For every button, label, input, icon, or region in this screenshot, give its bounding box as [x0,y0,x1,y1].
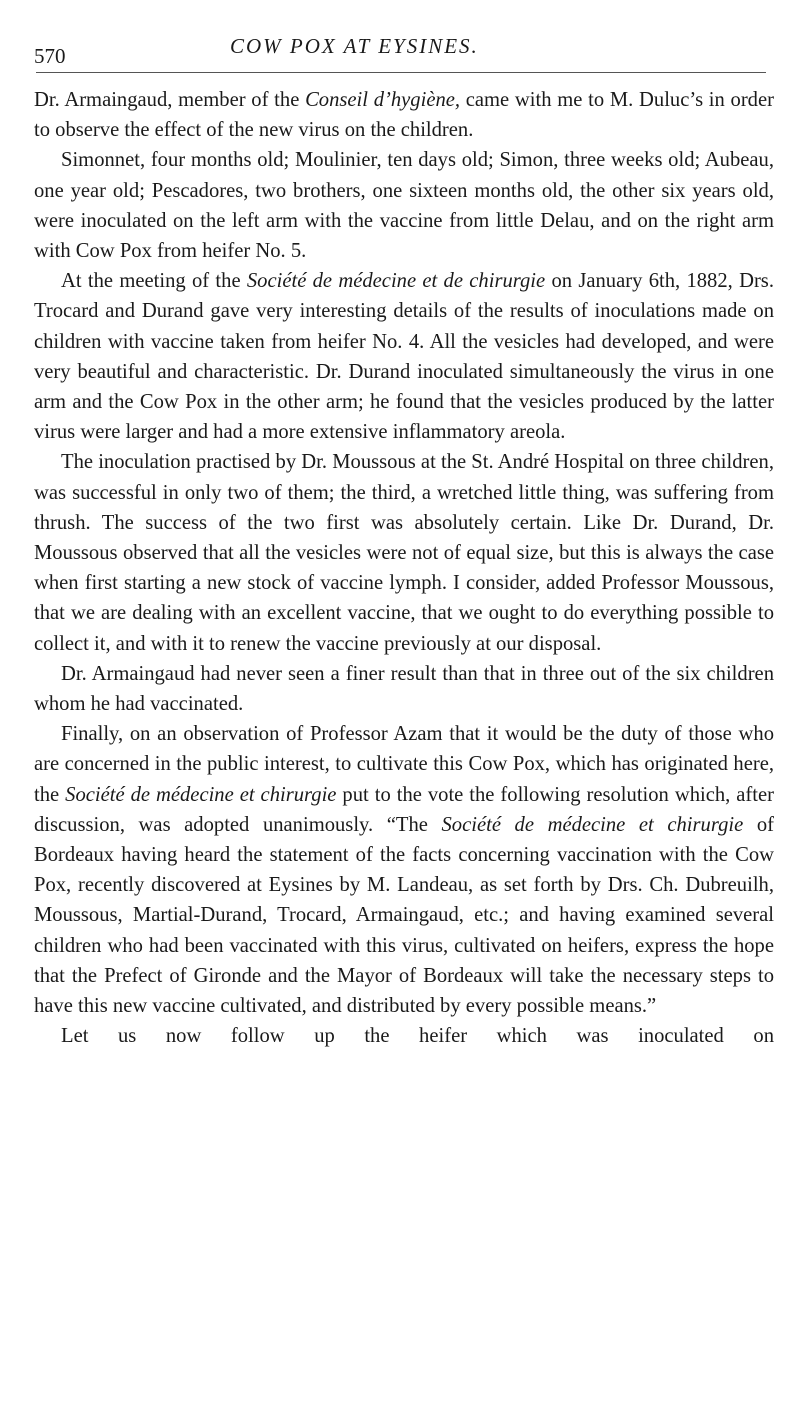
running-head: COW POX AT EYSINES. [230,34,479,58]
p6-italic-societe-2: Société de médecine et chirurgie [441,813,744,836]
p6-text-e: of Bordeaux having heard the statement of the facts concerning vaccination with the Cow Pox, recently discovered at Eysines by M. Landeau, as set forth by Drs. Ch. Dubreuilh, Moussous, Martial-Durand, Trocard, Armaingaud, etc.; and having examined several children who had been vaccinated with this virus, cultivated on heifers, express the hope that the Prefect of Gironde and the Mayor of Bordeaux will take the necessary steps to have this new vaccine cultivated, and distributed by every possible means.” [34,813,774,1018]
page-header [34,30,772,68]
paragraph-6 [34,719,774,1021]
paragraph-4: The inoculation practised by Dr. Moussous at the St. André Hospital on three children, was successful in only two of them; the third, a wretched little thing, was suffering from thrush. The success of the two first was absolutely certain. Like Dr. Durand, Dr. Moussous observed that all the vesicles were not of equal size, but this is always the case when first starting a new stock of vaccine lymph. I consider, added Professor Moussous, that we are dealing with an excellent vaccine, that we ought to do everything possible to collect it, and with it to renew the vaccine previously at our disposal. [34,451,774,655]
paragraph-5: Dr. Armaingaud had never seen a finer result than that in three out of the six children whom he had vaccinated. [34,662,774,716]
paragraph-3 [34,266,774,447]
p1-italic-conseil: Conseil d’hygiène, [305,89,461,111]
p1-text-a: Dr. Armaingaud, member of the [34,89,306,111]
p6-italic-societe-1: Société de médecine et chirurgie [65,783,337,806]
p6-text-c: put to the vote the following resolution which, after discussion, was adopted unanimously. “The [34,783,775,836]
p3-text-a: At the meeting of the [61,270,247,293]
p1-text-c: came with me to M. Duluc’s in order to observe the effect of the new virus on the children. [34,89,774,142]
paragraph-7: Let us now follow up the heifer which was inoculated on [61,1025,774,1048]
p3-text-c: on January 6th, 1882, Drs. Trocard and Durand gave very interesting details of the results of inoculations made on children with vaccine taken from heifer No. 4. All the vesicles had developed, and were very beautiful and characteristic. Dr. Durand inoculated simultaneously the virus in one arm and the Cow Pox in the other arm; he found that the vesicles produced by the latter virus were larger and had a more extensive inflammatory areola. [34,270,774,444]
header-rule [36,72,766,73]
body-text [34,85,774,1052]
paragraph-1 [34,85,774,145]
paragraph-2: Simonnet, four months old; Moulinier, ten days old; Simon, three weeks old; Aubeau, one year old; Pescadores, two brothers, one sixteen months old, the other six years old, were inoculated on the left arm with the vaccine from little Delau, and on the right arm with Cow Pox from heifer No. 5. [34,149,774,263]
page-number: 570 [34,44,66,68]
p6-text-a: Finally, on an observation of Professor Azam that it would be the duty of those who are concerned in the public interest, to cultivate this Cow Pox, which has originated here, the [34,723,774,806]
p3-italic-societe: Société de médecine et de chirurgie [246,270,546,293]
